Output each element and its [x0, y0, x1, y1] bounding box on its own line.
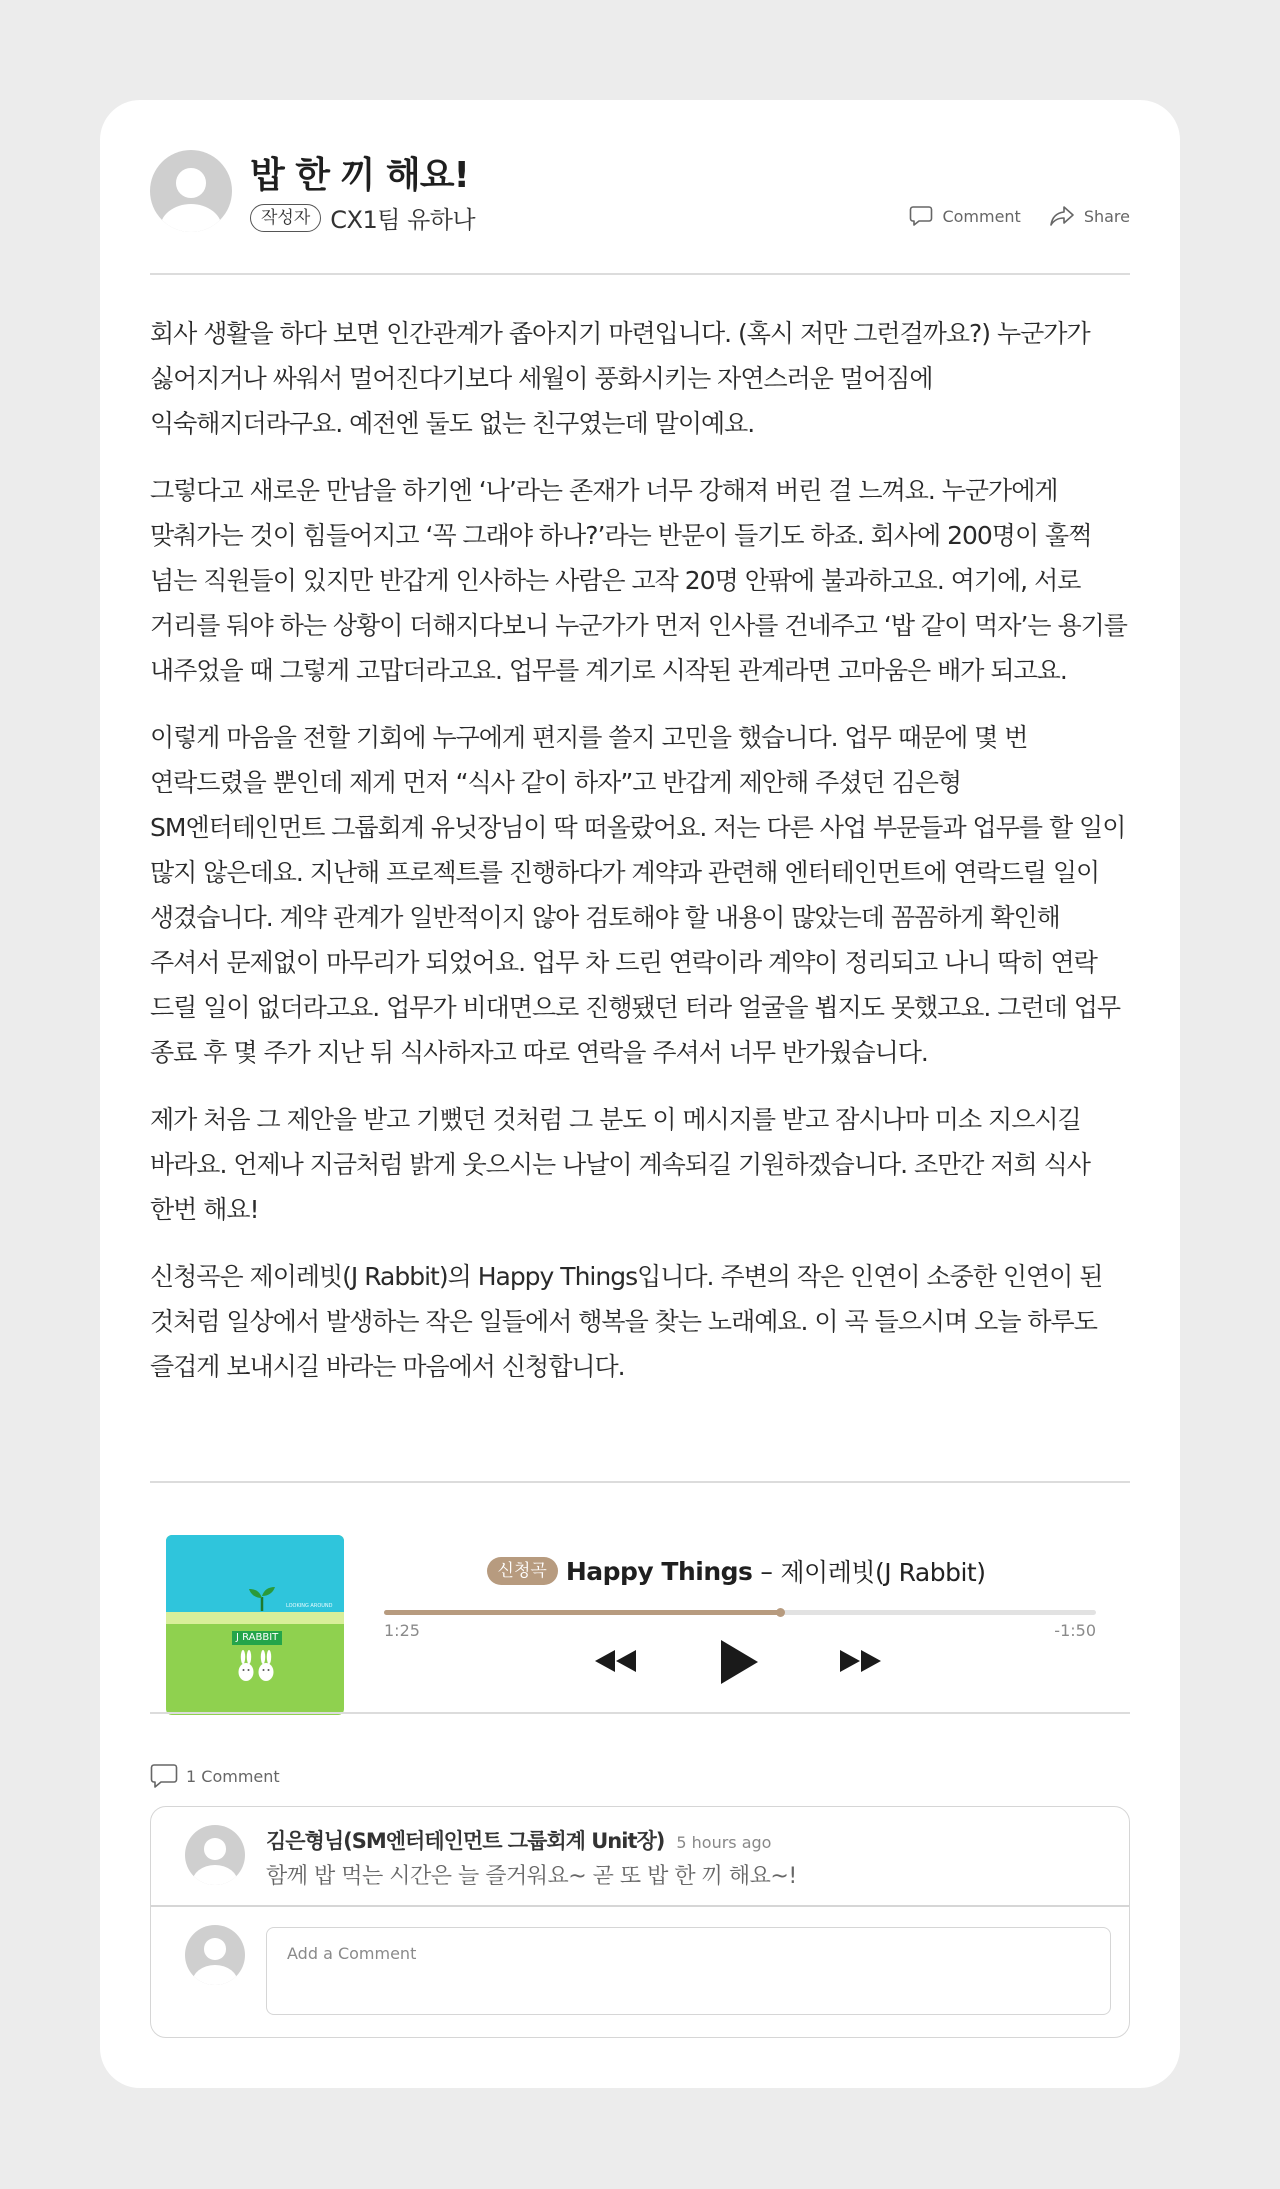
- author-name: CX1팀 유하나: [330, 206, 476, 234]
- author-row: [250, 200, 475, 235]
- comment-divider: [151, 1905, 1129, 1907]
- album-cover: [166, 1535, 344, 1715]
- rewind-icon[interactable]: [593, 1647, 637, 1675]
- body-paragraph: 제가 처음 그 제안을 받고 기뻤던 것처럼 그 분도 이 메시지를 받고 잠시나마 미소 지으시길 바라요. 언제나 지금처럼 밝게 웃으시는 나날이 계속되길 기원하겠습니다. 조만간 저희 식사 한번 해요!: [150, 1105, 1090, 1224]
- player-top-divider: [150, 1481, 1130, 1483]
- post-header: [150, 147, 1130, 277]
- body-paragraph: 신청곡은 제이레빗(J Rabbit)의 Happy Things입니다. 주변의 작은 인연이 소중한 인연이 된 것처럼 일상에서 발생하는 작은 일들에서 행복을 찾는 노래예요. 이 곡 들으시며 오늘 하루도 즐겁게 보내시길 바라는 마음에서 신청합니다.: [150, 1262, 1103, 1381]
- comment-label: Comment: [942, 206, 1021, 226]
- comment-button[interactable]: [909, 205, 1020, 227]
- fast-forward-icon[interactable]: [839, 1647, 883, 1675]
- song-title: Happy Things: [565, 1556, 753, 1586]
- comments-header: [150, 1763, 280, 1789]
- song-artist: 제이레빗(J Rabbit): [780, 1558, 986, 1587]
- comment-input[interactable]: [266, 1927, 1111, 2015]
- share-icon: [1049, 205, 1075, 227]
- comment-time: 5 hours ago: [676, 1833, 772, 1852]
- progress-fill: [384, 1610, 780, 1615]
- album-tag: J RABBIT: [232, 1631, 282, 1645]
- post-card: [100, 100, 1180, 2088]
- my-avatar: [185, 1925, 245, 1985]
- play-icon[interactable]: [718, 1638, 760, 1686]
- comment-count: 1 Comment: [186, 1766, 280, 1786]
- album-subtitle: LOOKING AROUND: [286, 1603, 333, 1609]
- share-button[interactable]: [1049, 205, 1130, 227]
- body-paragraph: 회사 생활을 하다 보면 인간관계가 좁아지기 마련입니다. (혹시 저만 그런걸까요?) 누군가가 싫어지거나 싸워서 멀어진다기보다 세월이 풍화시키는 자연스러운 멀어짐에 익숙해지더라구요. 예전엔 둘도 없는 친구였는데 말이예요.: [150, 319, 1090, 438]
- song-info: [382, 1553, 1090, 1589]
- rabbit-icon: [236, 1649, 276, 1683]
- commenter-avatar: [185, 1825, 245, 1885]
- player-bottom-divider: [150, 1712, 1130, 1714]
- body-paragraph: 그렇다고 새로운 만남을 하기엔 ‘나’라는 존재가 너무 강해져 버린 걸 느껴요. 누군가에게 맞춰가는 것이 힘들어지고 ‘꼭 그래야 하나?’라는 반문이 들기도 하죠. 회사에 200명이 훌쩍 넘는 직원들이 있지만 반갑게 인사하는 사람은 고작 20명 안팎에 불과하고요. 여기에, 서로 거리를 둬야 하는 상황이 더해지다보니 누군가가 먼저 인사를 건네주고 ‘밥 같이 먹자’는 용기를 내주었을 때 그렇게 고맙더라고요. 업무를 계기로 시작된 관계라면 고마움은 배가 되고요.: [150, 476, 1127, 685]
- elapsed-time: 1:25: [384, 1621, 420, 1640]
- post-title: 밥 한 끼 해요!: [250, 155, 469, 196]
- header-divider: [150, 273, 1130, 275]
- body-paragraph: 이렇게 마음을 전할 기회에 누구에게 편지를 쓸지 고민을 했습니다. 업무 때문에 몇 번 연락드렸을 뿐인데 제게 먼저 “식사 같이 하자”고 반갑게 제안해 주셨던 김은형 SM엔터테인먼트 그룹회계 유닛장님이 딱 떠올랐어요. 저는 다른 사업 부문들과 업무를 할 일이 많지 않은데요. 지난해 프로젝트를 진행하다가 계약과 관련해 엔터테인먼트에 연락드릴 일이 생겼습니다. 계약 관계가 일반적이지 않아 검토해야 할 내용이 많았는데 꼼꼼하게 확인해 주셔서 문제없이 마무리가 되었어요. 업무 차 드린 연락이라 계약이 정리되고 나니 딱히 연락 드릴 일이 없더라고요. 업무가 비대면으로 진행됐던 터라 얼굴을 뵙지도 못했고요. 그런데 업무 종료 후 몇 주가 지난 뒤 식사하자고 따로 연락을 주셔서 너무 반가웠습니다.: [150, 723, 1126, 1067]
- post-actions: [909, 205, 1130, 227]
- comment-text: 함께 밥 먹는 시간은 늘 즐거워요~ 곧 또 밥 한 끼 해요~!: [266, 1864, 797, 1889]
- progress-handle[interactable]: [776, 1608, 785, 1617]
- song-separator: –: [760, 1556, 773, 1586]
- comment-author: 김은형님(SM엔터테인먼트 그룹회계 Unit장): [266, 1829, 665, 1853]
- sprout-icon: [246, 1585, 278, 1611]
- music-player: [150, 1507, 1130, 1714]
- share-label: Share: [1083, 206, 1130, 226]
- progress-bar[interactable]: [384, 1610, 1096, 1615]
- post-body: [150, 311, 1130, 1411]
- remaining-time: -1:50: [1054, 1621, 1096, 1640]
- comment-icon: [150, 1763, 178, 1789]
- comment-icon: [909, 205, 933, 227]
- author-avatar: [150, 150, 232, 232]
- comment-box: [150, 1806, 1130, 2038]
- author-badge: 작성자: [250, 204, 321, 232]
- comment-meta: [266, 1825, 771, 1855]
- request-badge: 신청곡: [487, 1557, 558, 1585]
